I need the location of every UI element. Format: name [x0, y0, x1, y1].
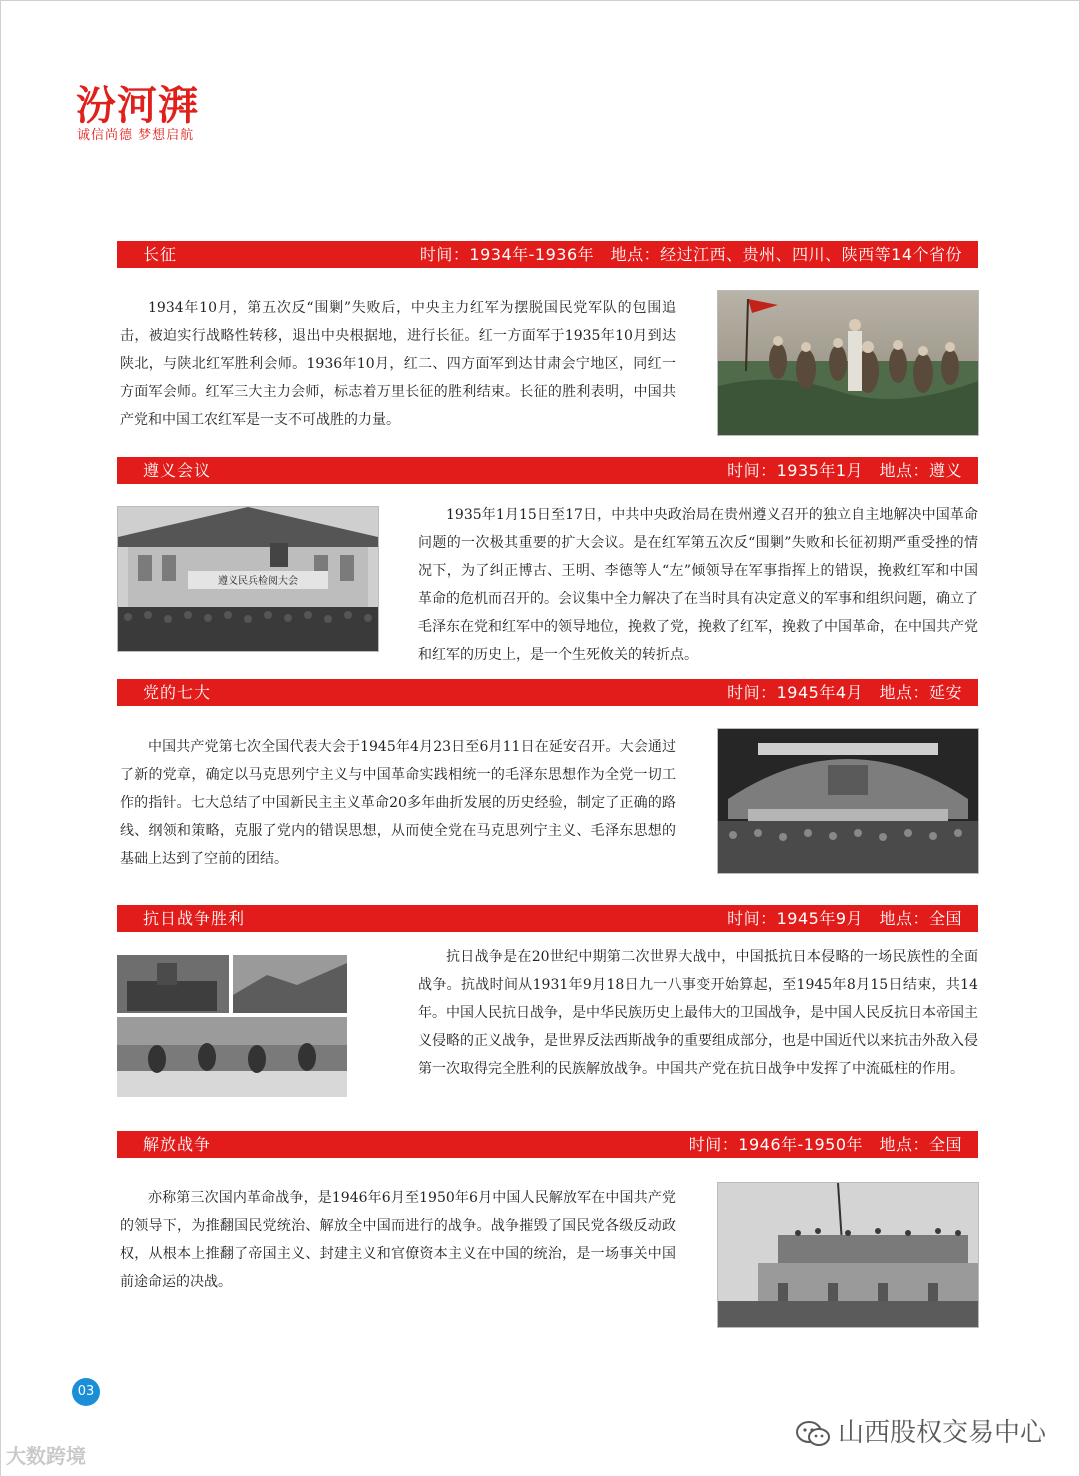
section-meta: 时间：1945年9月 地点：全国: [727, 909, 962, 928]
section-header-liberation-war: [117, 1131, 978, 1158]
section-header-long-march: [117, 241, 978, 268]
section-text-long-march: 1934年10月，第五次反“围剿”失败后，中央主力红军为摆脱国民党军队的包围追击，被迫实行战略性转移，退出中央根据地，进行长征。红一方面军于1935年10月到达陕北，与陕北红军胜利会师。1936年10月，红二、四方面军到达甘肃会宁地区，同红一方面军会师。红军三大主力会师，标志着万里长征的胜利结束。长征的胜利表明，中国共产党和中国工农红军是一支不可战胜的力量。: [120, 300, 676, 428]
zunyi-photo-banner: 遵义民兵检阅大会: [218, 576, 298, 587]
section-meta: 时间：1935年1月 地点：遵义: [727, 461, 962, 480]
section-text-liberation-war: 亦称第三次国内革命战争，是1946年6月至1950年6月中国人民解放军在中国共产党的领导下，为推翻国民党统治、解放全中国而进行的战争。战争摧毁了国民党各级反动政权，从根本上推翻了帝国主义、封建主义和官僚资本主义在中国的统治，是一场事关中国前途命运的决战。: [120, 1190, 676, 1290]
section-text-anti-japanese-victory: 抗日战争是在20世纪中期第二次世界大战中，中国抵抗日本侵略的一场民族性的全面战争。抗战时间从1931年9月18日九一八事变开始算起，至1945年8月15日结束，共14年。中国人民抗日战争，是中华民族历史上最伟大的卫国战争，是中国人民反抗日本帝国主义侵略的正义战争，是世界反法西斯战争的重要组成部分，也是中国近代以来抗击外敌入侵第一次取得完全胜利的民族解放战争。中国共产党在抗日战争中发挥了中流砥柱的作用。: [418, 949, 978, 1077]
section-header-seventh-congress: [117, 679, 978, 706]
section-title: 党的七大: [143, 683, 212, 702]
page-border-left: [0, 0, 1, 1476]
section-title: 抗日战争胜利: [143, 909, 246, 928]
section-title: 遵义会议: [143, 461, 212, 480]
section-text-seventh-congress: 中国共产党第七次全国代表大会于1945年4月23日至6月11日在延安召开。大会通过了新的党章，确定以马克思列宁主义与中国革命实践相统一的毛泽东思想作为全党一切工作的指针。七大总结了中国新民主主义革命20多年曲折发展的历史经验，制定了正确的路线、纲领和策略，克服了党内的错误思想，从而使全党在马克思列宁主义、毛泽东思想的基础上达到了空前的团结。: [120, 739, 676, 867]
section-title: 解放战争: [143, 1135, 212, 1154]
section-title: 长征: [143, 245, 178, 264]
section-text-zunyi: 1935年1月15日至17日，中共中央政治局在贵州遵义召开的独立自主地解决中国革命问题的一次极其重要的扩大会议。是在红军第五次反“围剿”失败和长征初期严重受挫的情况下，为了纠正博古、王明、李德等人“左”倾领导在军事指挥上的错误，挽救红军和中国革命的危机而召开的。会议集中全力解决了在当时具有决定意义的军事和组织问题，确立了毛泽东在党和红军中的领导地位，挽救了党，挽救了红军，挽救了中国革命，在中国共产党和红军的历史上，是一个生死攸关的转折点。: [418, 507, 978, 663]
section-meta: 时间：1946年-1950年 地点：全国: [688, 1135, 962, 1154]
section-header-anti-japanese-victory: [117, 905, 978, 932]
brand-logo: 汾河湃: [76, 83, 199, 129]
watermark-right: [796, 1412, 1046, 1449]
seventh-congress-photo: [717, 728, 979, 874]
long-march-painting: [717, 290, 979, 436]
brand-slogan: 诚信尚德 梦想启航: [77, 128, 195, 143]
section-meta: 时间：1934年-1936年 地点：经过江西、贵州、四川、陕西等14个省份: [419, 245, 962, 264]
anti-japanese-war-collage: [117, 955, 347, 1097]
section-meta: 时间：1945年4月 地点：延安: [727, 683, 962, 702]
watermark-right-text: 山西股权交易中心: [837, 1418, 1046, 1448]
wechat-icon: [796, 1420, 830, 1448]
liberation-war-photo: [717, 1182, 979, 1328]
watermark-left: 大数跨境: [6, 1444, 86, 1468]
section-header-zunyi: [117, 457, 978, 484]
zunyi-rally-photo: [117, 506, 379, 652]
page-border-top: [0, 0, 1080, 1]
page-number: 03: [72, 1378, 100, 1406]
